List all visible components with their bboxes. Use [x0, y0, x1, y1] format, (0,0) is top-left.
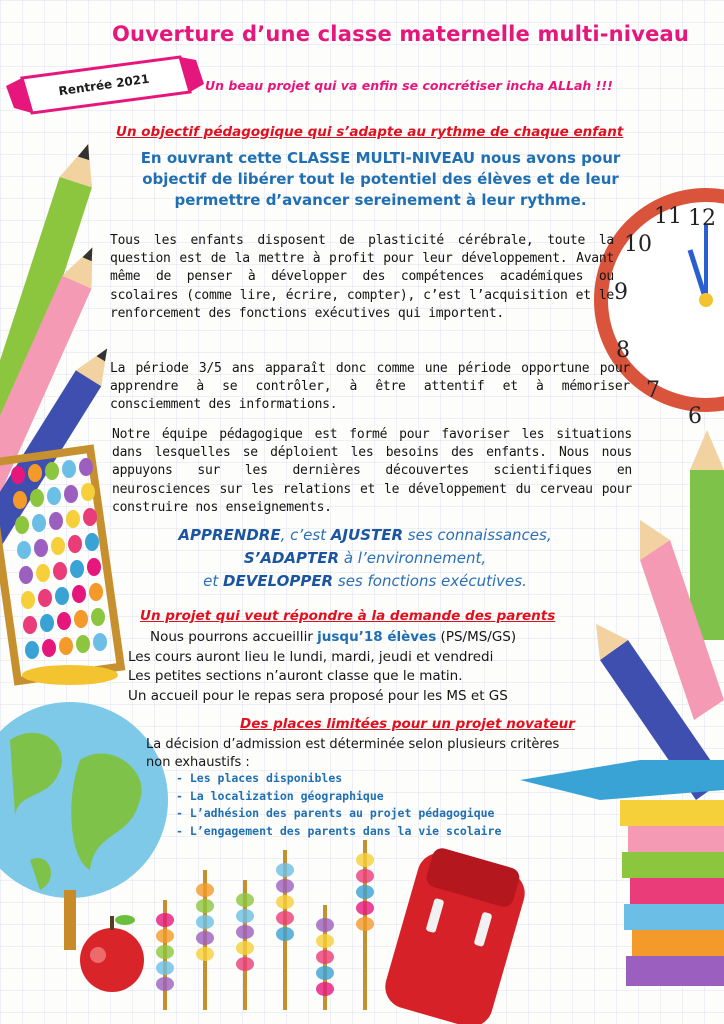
backpack-icon [380, 846, 530, 1024]
project-line: Un accueil pour le repas sera proposé pour les MS et GS [128, 687, 508, 704]
pencil-icon [690, 430, 724, 640]
quote-keyword: APPRENDRE [178, 526, 281, 544]
banner [28, 62, 180, 108]
lead-line: permettre d’avancer sereinement à leur rythme. [174, 191, 587, 209]
capacity-value: jusqu’18 élèves [317, 629, 437, 645]
list-item: - L’engagement des parents dans la vie scolaire [176, 823, 502, 838]
project-line: Les petites sections n’auront classe que le matin. [128, 668, 463, 684]
clock-numeral-9: 9 [614, 280, 628, 305]
quote-text: ses connaissances, [403, 526, 552, 544]
section1-heading: Un objectif pédagogique qui s’adapte au rythme de chaque enfant [116, 124, 624, 140]
lead-line: En ouvrant cette CLASSE MULTI-NIVEAU nous avons pour [140, 149, 621, 167]
quote-line-3 [110, 570, 620, 593]
quote-text: , c’est [280, 526, 331, 544]
quote-line-1 [110, 524, 620, 547]
globe-icon [0, 665, 168, 950]
motto-quote [110, 524, 620, 593]
section1-lead [108, 148, 653, 211]
paragraph-team: Notre équipe pédagogique est formé pour favoriser les situations dans lesquelles se déploient les besoins des enfants. Nous nous appuyons sur les dernières découvertes scientifiques en neurosciences sur les relations et le développement du cerveau pour construire nos enseignements. [112, 427, 632, 515]
quote-keyword: AJUSTER [330, 526, 404, 544]
section3-heading: Des places limitées pour un projet novateur [240, 716, 575, 732]
clock-numeral-6: 6 [688, 404, 702, 429]
clock-numeral-10: 10 [624, 232, 652, 257]
section2-heading: Un projet qui veut répondre à la demande des parents [140, 608, 556, 624]
list-item: - La localization géographique [176, 788, 384, 803]
counting-rods-icon [156, 840, 374, 1010]
list-item: - L’adhésion des parents au projet pédagogique [176, 806, 495, 820]
quote-text: ses fonctions exécutives. [333, 572, 527, 590]
capacity-text: Nous pourrons accueillir [150, 629, 318, 645]
project-capacity-line [128, 628, 598, 648]
quote-keyword: DEVELOPPER [223, 572, 334, 590]
quote-text: à l’environnement, [339, 549, 487, 567]
paragraph-plasticity: Tous les enfants disposent de plasticité cérébrale, toute la question est de la mettre à profit pour leur développement. Avant même de penser à développer des compétences académiques ou scolaires (comme lire, écrire, compter), c’est l’acquisition et le renforcement des fonctions exécutives qui importent. [110, 233, 614, 321]
criteria-line: non exhaustifs : [146, 754, 250, 770]
criteria-list [176, 770, 596, 840]
project-details [128, 628, 598, 706]
criteria-line: La décision d’admission est déterminée selon plusieurs critères [146, 737, 560, 752]
quote-keyword: S’ADAPTER [243, 549, 340, 567]
admission-criteria-intro [146, 736, 676, 771]
list-item: - Les places disponibles [176, 771, 343, 785]
apple-icon [80, 915, 144, 992]
project-line: Les cours auront lieu le lundi, mardi, jeudi et vendredi [128, 648, 494, 665]
paragraph-period: La période 3/5 ans apparaît donc comme une période opportune pour apprendre à se contrôler, à être attentif et à mémoriser consciemment des informations. [110, 361, 630, 413]
page-title: Ouverture d’une classe maternelle multi-niveau [112, 22, 690, 46]
quote-text: et [203, 572, 223, 590]
clock-numeral-7: 7 [646, 378, 660, 403]
clock-numeral-8: 8 [616, 338, 630, 363]
lead-line: objectif de libérer tout le potentiel des élèves et de leur [142, 170, 619, 188]
clock-numeral-11: 11 [654, 204, 682, 229]
clock-numeral-12: 12 [688, 206, 716, 231]
capacity-levels: (PS/MS/GS) [436, 629, 517, 645]
quote-line-2 [110, 547, 620, 570]
tagline: Un beau projet qui va enfin se concrétiser incha ALLah !!! [205, 78, 613, 93]
banner-label: Rentrée 2021 [57, 71, 151, 99]
abacus-icon [0, 449, 121, 681]
